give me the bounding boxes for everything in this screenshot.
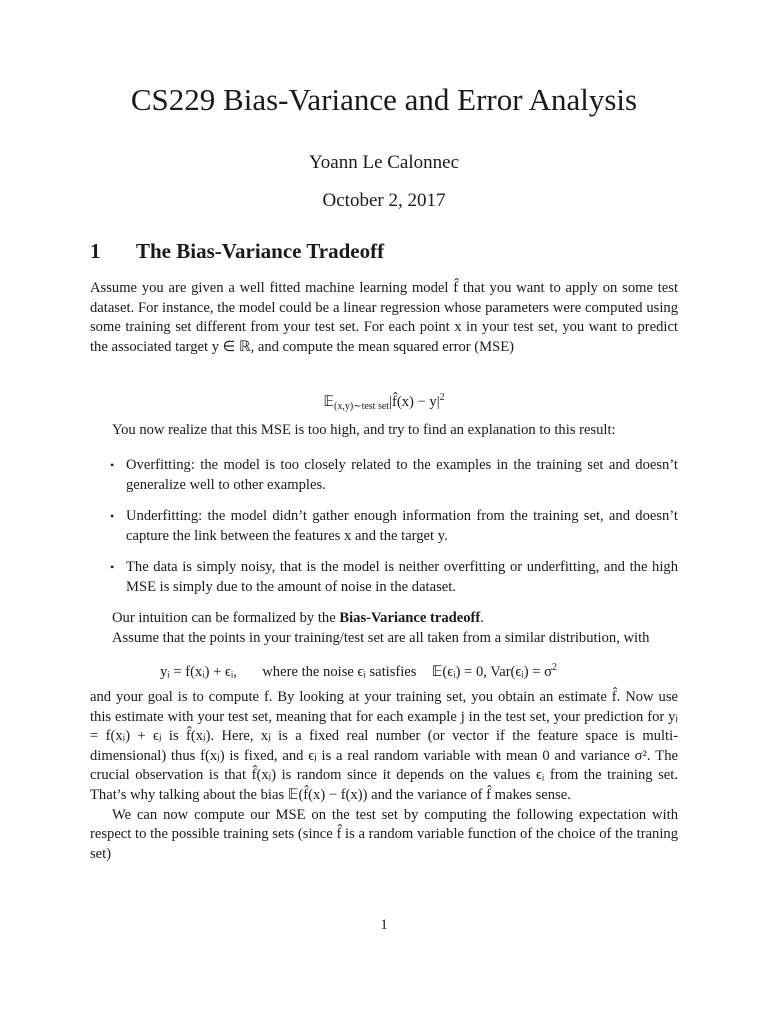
equation-mse-superscript: 2 bbox=[439, 392, 445, 403]
bullet-icon: • bbox=[110, 560, 115, 575]
bullet-text: The data is simply noisy, that is the model is neither overfitting or underfitting, and the high MSE is simply due to the amount of noise in the dataset. bbox=[126, 559, 678, 595]
section-title: The Bias-Variance Tradeoff bbox=[136, 239, 385, 263]
paragraph-assume-text: Assume that the points in your training/test set are all taken from a similar distribution, with bbox=[112, 629, 650, 646]
paragraph-tradeoff-prefix: Our intuition can be formalized by the bbox=[112, 610, 340, 626]
paragraph-tradeoff bbox=[90, 609, 678, 648]
equation-noise-superscript: 2 bbox=[551, 662, 557, 673]
equation-noise bbox=[160, 662, 660, 681]
bullet-underfitting bbox=[108, 507, 678, 546]
equation-mse-prefix: 𝔼 bbox=[323, 394, 335, 410]
bullet-text: Overfitting: the model is too closely related to the examples in the training set and doesn’t generalize well to other examples. bbox=[126, 457, 678, 493]
paragraph-intro-text: Assume you are given a well fitted machine learning model f̂ that you want to apply on some test dataset. For instance, the model could be a linear regression whose parameters were computed using some training set different from your test set. For each point x in your test set, you want to predict the associated target y ∈ ℝ, and compute the mean squared error (MSE) bbox=[90, 280, 678, 355]
paper-author: Yoann Le Calonnec bbox=[308, 152, 460, 173]
paper-title: CS229 Bias-Variance and Error Analysis bbox=[130, 82, 638, 117]
bullet-icon: • bbox=[110, 509, 115, 524]
bullet-noisy bbox=[108, 558, 678, 597]
equation-mse-subscript: (x,y)∼test set bbox=[334, 401, 390, 412]
equation-noise-middle: where the noise ϵᵢ satisfies bbox=[262, 664, 417, 680]
paragraph-tradeoff-suffix: . bbox=[480, 610, 484, 626]
equation-noise-left: yᵢ = f(xᵢ) + ϵᵢ, bbox=[160, 664, 237, 680]
equation-mse bbox=[0, 392, 768, 412]
section-number: 1 bbox=[90, 239, 101, 263]
bullet-list bbox=[108, 456, 678, 598]
paper-date: October 2, 2017 bbox=[322, 190, 446, 211]
bias-variance-term: Bias-Variance tradeoff bbox=[339, 610, 481, 626]
page-number: 1 bbox=[380, 917, 388, 933]
paragraph-intro bbox=[90, 279, 678, 357]
equation-noise-right: 𝔼(ϵᵢ) = 0, Var(ϵᵢ) = σ bbox=[431, 664, 552, 680]
bullet-overfitting bbox=[108, 456, 678, 495]
paragraph-realize-text: You now realize that this MSE is too high, and try to find an explanation to this result: bbox=[112, 422, 616, 438]
section-heading bbox=[90, 239, 384, 264]
paragraph-estimate bbox=[90, 688, 678, 864]
bullet-icon: • bbox=[110, 458, 115, 472]
bullet-text: Underfitting: the model didn’t gather enough information from the training set, and doesn’t capture the link between the features x and the target y. bbox=[126, 508, 678, 544]
equation-mse-body: |f̂(x) − y| bbox=[389, 394, 440, 410]
paragraph-tradeoff-line bbox=[90, 609, 678, 629]
paragraph-mse-text: We can now compute our MSE on the test set by computing the following expectation with respect to the possible training sets (since f̂ is a random variable function of the choice of the traning set) bbox=[90, 806, 678, 862]
paragraph-estimate-text: and your goal is to compute f. By looking at your training set, you obtain an estimate f̂. Now use this estimate with your test set, meaning that for each example j in the test set, your prediction for yⱼ = f(xⱼ) + ϵⱼ is f̂(xⱼ). Here, xⱼ is a fixed real number (or vector if the feature space is multi-dimensional) thus f(xⱼ) is fixed, and ϵⱼ is a real random variable with mean 0 and variance σ². The crucial observation is that f̂(xⱼ) is random since it depends on the values ϵᵢ from the training set. That’s why talking about the bias 𝔼(f̂(x) − f(x)) and the variance of f̂ makes sense. bbox=[90, 689, 678, 803]
paragraph-realize bbox=[90, 421, 678, 441]
